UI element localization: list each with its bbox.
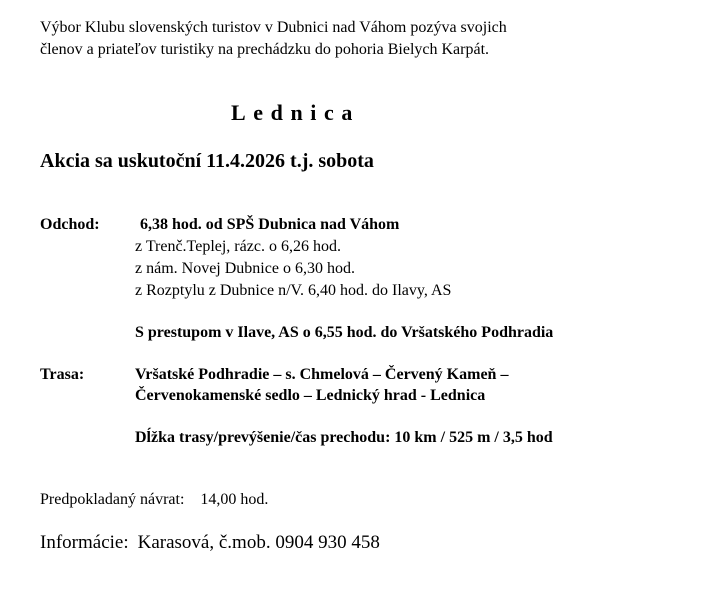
return-info [40,491,268,509]
route-stats: Dĺžka trasy/prevýšenie/čas prechodu: 10 km / 525 m / 3,5 hod [135,429,553,446]
departure-teplá: z Trenč.Teplej, rázc. o 6,26 hod. [135,238,341,255]
departure-main: 6,38 hod. od SPŠ Dubnica nad Váhom [140,216,400,233]
info-contact: Karasová, č.mob. 0904 930 458 [137,532,380,553]
page-title: Lednica [231,100,360,125]
intro-line-2: členov a priateľov turistiky na prechádzku do pohoria Bielych Karpát. [40,41,490,58]
transfer-note: S prestupom v Ilave, AS o 6,55 hod. do Vršatského Podhradia [135,324,554,341]
info-label: Informácie: [40,532,129,553]
route-line-1: Vršatské Podhradie – s. Chmelová – Červený Kameň – [135,366,509,383]
departure-nova-dubnica: z nám. Novej Dubnice o 6,30 hod. [135,260,355,277]
intro-line-1: Výbor Klubu slovenských turistov v Dubnici nad Váhom pozýva svojich [40,19,507,36]
contact-info [40,532,380,554]
return-time: 14,00 hod. [200,491,269,508]
return-label: Predpokladaný návrat: [40,491,185,508]
departure-rozptyl: z Rozptylu z Dubnice n/V. 6,40 hod. do Ilavy, AS [135,282,452,299]
departure-label: Odchod: [40,216,100,233]
route-line-2: Červenokamenské sedlo – Lednický hrad - Lednica [135,387,486,404]
route-label: Trasa: [40,366,85,383]
event-date: Akcia sa uskutoční 11.4.2026 t.j. sobota [40,150,374,172]
